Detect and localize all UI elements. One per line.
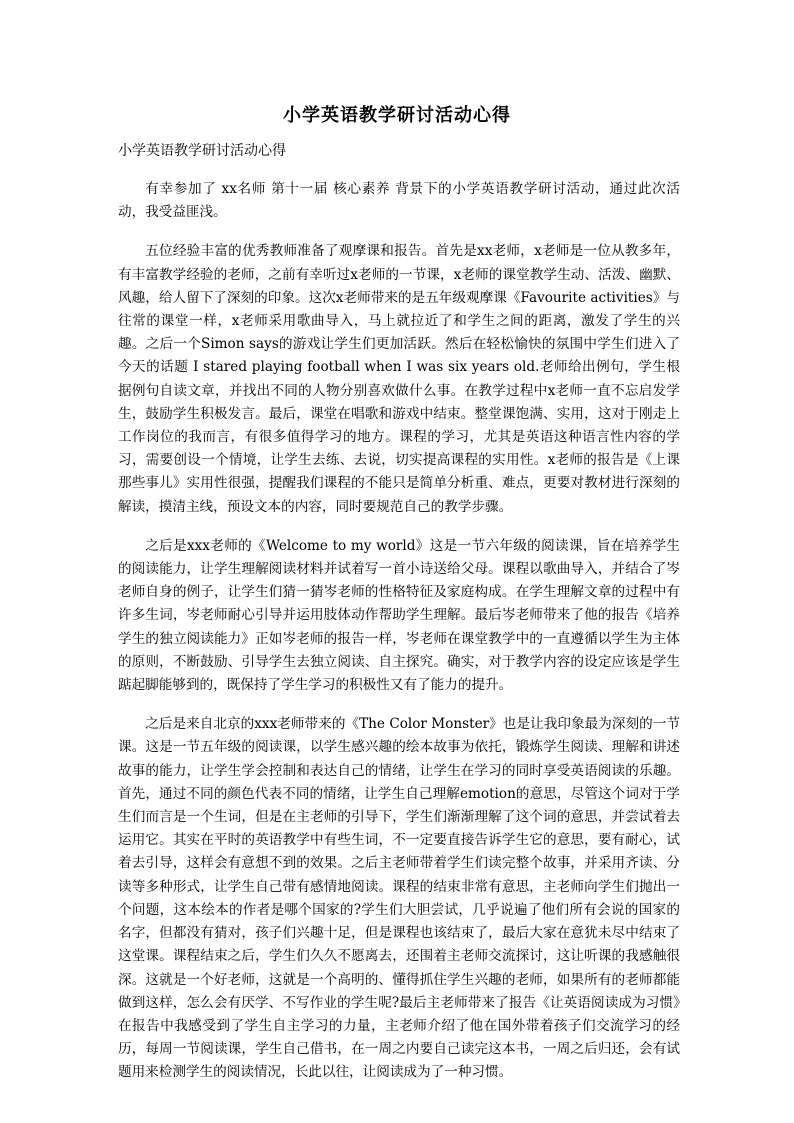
paragraph-intro: 有幸参加了 xx名师 第十一届 核心素养 背景下的小学英语教学研讨活动，通过此次活动，我受益匪浅。 <box>118 181 680 221</box>
document-subtitle: 小学英语教学研讨活动心得 <box>118 143 286 159</box>
document-body <box>118 178 680 1101</box>
paragraph-teacher-x: 五位经验丰富的优秀教师准备了观摩课和报告。首先是xx老师，x老师是一位从教多年，有丰富教学经验的老师，之前有幸听过x老师的一节课，x老师的课堂教学生动、活泼、幽默、风趣，给人留下了深刻的印象。这次x老师带来的是五年级观摩课《Favourite activities》与往常的课堂一样，x老师采用歌曲导入，马上就拉近了和学生之间的距离，激发了学生的兴趣。之后一个Simon says的游戏让学生们更加活跃。然后在轻松愉快的氛围中学生们进入了今天的话题 I stared playing football when I was six years old.老师给出例句，学生根据例句自读文章，并找出不同的人物分别喜欢做什么事。在教学过程中x老师一直不忘启发学生，鼓励学生积极发言。最后，课堂在唱歌和游戏中结束。整堂课饱满、实用，这对于刚走上工作岗位的我而言，有很多值得学习的地方。课程的学习，尤其是英语这种语言性内容的学习，需要创设一个情境，让学生去练、去说，切实提高课程的实用性。x老师的报告是《上课那些事儿》实用性很强，提醒我们课程的不能只是简单分析重、难点，更要对教材进行深刻的解读，摸清主线，预设文本的内容，同时要规范自己的教学步骤。 <box>118 243 680 515</box>
paragraph-welcome-to-my-world: 之后是xxx老师的《Welcome to my world》这是一节六年级的阅读课，旨在培养学生的阅读能力，让学生理解阅读材料并试着写一首小诗送给父母。课程以歌曲导入，并结合了岑老师自身的例子，让学生们猜一猜岑老师的性格特征及家庭构成。在学生理解文章的过程中有许多生词，岑老师耐心引导并运用肢体动作帮助学生理解。最后岑老师带来了他的报告《培养学生的独立阅读能力》正如岑老师的报告一样，岑老师在课堂教学中的一直遵循以学生为主体的原则，不断鼓励、引导学生去独立阅读、自主探究。确实，对于教学内容的设定应该是学生踮起脚能够到的，既保持了学生学习的积极性又有了能力的提升。 <box>118 537 680 694</box>
paragraph-color-monster: 之后是来自北京的xxx老师带来的《The Color Monster》也是让我印象最为深刻的一节课。这是一节五年级的阅读课，以学生感兴趣的绘本故事为依托，锻炼学生阅读、理解和讲述故事的能力，让学生学会控制和表达自己的情绪，让学生在学习的同时享受英语阅读的乐趣。首先，通过不同的颜色代表不同的情绪，让学生自己理解emotion的意思，尽管这个词对于学生们而言是一个生词，但是在主老师的引导下，学生们渐渐理解了这个词的意思，并尝试着去运用它。其实在平时的英语教学中有些生词，不一定要直接告诉学生它的意思，要有耐心，试着去引导，这样会有意想不到的效果。之后主老师带着学生们读完整个故事，并采用齐读、分读等多种形式，让学生自己带有感情地阅读。课程的结束非常有意思，主老师向学生们抛出一个问题，这本绘本的作者是哪个国家的?学生们大胆尝试，几乎说遍了他们所有会说的国家的名字，但都没有猜对，孩子们兴趣十足，但是课程也该结束了，最后大家在意犹未尽中结束了这堂课。课程结束之后，学生们久久不愿离去，还围着主老师交流探讨，这让听课的我感触很深。这就是一个好老师，这就是一个高明的、懂得抓住学生兴趣的老师，如果所有的老师都能做到这样，怎么会有厌学、不写作业的学生呢?最后主老师带来了报告《让英语阅读成为习惯》在报告中我感受到了学生自主学习的力量，主老师介绍了他在国外带着孩子们交流学习的经历，每周一节阅读课，学生自己借书，在一周之内要自己读完这本书，一周之后归还，会有试题用来检测学生的阅读情况，长此以往，让阅读成为了一种习惯。 <box>118 716 680 1081</box>
document-title: 小学英语教学研讨活动心得 <box>283 105 511 126</box>
